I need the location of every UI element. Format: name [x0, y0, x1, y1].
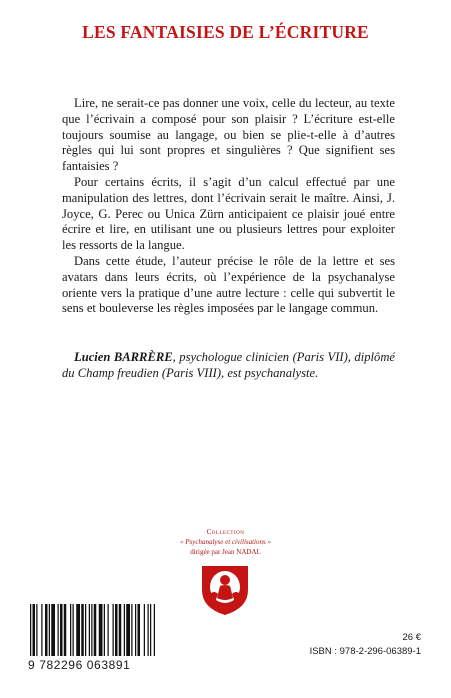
barcode-bar: [70, 604, 71, 656]
barcode-icon: [28, 604, 204, 656]
barcode-bar: [81, 604, 84, 656]
collection-label: Collection: [206, 528, 245, 536]
barcode-bar: [104, 604, 105, 656]
barcode-bar: [108, 604, 109, 656]
author-name: Lucien BARRÈRE: [74, 350, 173, 364]
blurb-paragraph-3: Dans cette étude, l’auteur précise le rôle de la lettre et ses avatars dans leurs écrits, où l’expérience de la psychanalyse oriente vers la pratique d’une autre lecture : celle qui subvertit le sens et bouleverse les règles imposées par le langage commun.: [62, 253, 395, 316]
barcode-bar: [94, 604, 97, 656]
barcode-bar: [76, 604, 80, 656]
collection-director: dirigée par Jean NADAL: [190, 548, 261, 556]
barcode-bar: [154, 604, 155, 656]
barcode-bar: [89, 604, 90, 656]
barcode-bar: [45, 604, 48, 656]
barcode-bar: [126, 604, 130, 656]
publisher-logo-icon: [196, 560, 254, 618]
isbn: ISBN : 978-2-296-06389-1: [309, 646, 421, 657]
blurb-paragraph-2: Pour certains écrits, il s’agit d’un calcul effectué par une manipulation des lettres, dont l’écrivain serait le maître. Ainsi, J. Joyce, G. Perec ou Unica Zürn anticipaient ce plaisir joué entre écrire et lire, en utilisant une ou plusieurs lettres pour exploiter les ressorts de la langue.: [62, 174, 395, 253]
barcode-bar: [73, 604, 74, 656]
barcode-bar: [135, 604, 136, 656]
barcode-bar: [51, 604, 55, 656]
barcode-bar: [148, 604, 149, 656]
barcode-bar: [124, 604, 125, 656]
barcode-bar: [144, 604, 145, 656]
barcode-bar: [150, 604, 151, 656]
barcode-bar: [41, 604, 42, 656]
barcode-bar: [49, 604, 50, 656]
book-title: LES FANTAISIES DE L’ÉCRITURE: [82, 22, 369, 42]
blurb: [62, 96, 395, 317]
barcode-bar: [30, 604, 31, 656]
barcode-bar: [58, 604, 59, 656]
author-bio: [62, 349, 395, 381]
barcode-bar: [36, 604, 37, 656]
author-description: , psychologue clinicien (Paris VII), diplômé du Champ freudien (Paris VIII), est psychanalyste.: [62, 350, 396, 380]
barcode-bar: [131, 604, 132, 656]
barcode-bar: [91, 604, 92, 656]
barcode-bar: [113, 604, 114, 656]
collection-name: « Psychanalyse et civilisations »: [180, 538, 271, 546]
barcode-bar: [85, 604, 86, 656]
barcode-bar: [60, 604, 63, 656]
barcode-number: 9 782296 063891: [28, 658, 131, 672]
barcode-bar: [119, 604, 122, 656]
barcode-bar: [115, 604, 118, 656]
barcode-bar: [138, 604, 141, 656]
blurb-paragraph-1: Lire, ne serait-ce pas donner une voix, celle du lecteur, au texte que l’écrivain a composé pour son plaisir ? L’écriture est-elle toujours soumise au langage, ou bien se plie-t-elle à d’autres règles qui lui sont propres et singulières ? Que signifient ses fantaisies ?: [62, 96, 395, 174]
price: 26 €: [402, 632, 421, 643]
barcode-bar: [33, 604, 36, 656]
barcode-bar: [64, 604, 67, 656]
collection-info: [140, 527, 311, 557]
barcode-bar: [99, 604, 103, 656]
